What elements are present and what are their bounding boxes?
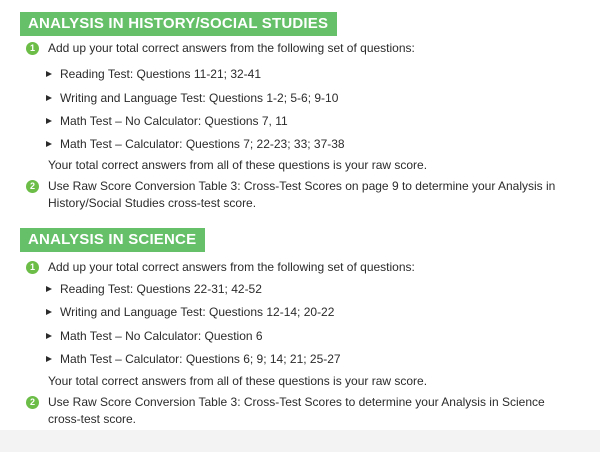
bullet-triangle-icon — [46, 286, 52, 292]
science-bullet-math-calc: Math Test – Calculator: Questions 6; 9; 14; 21; 25-27 — [46, 351, 341, 368]
step-number-1-icon: 1 — [26, 42, 39, 55]
science-section-header: ANALYSIS IN SCIENCE — [20, 228, 205, 252]
page-footer-band — [0, 430, 600, 452]
history-step-1-text: Add up your total correct answers from the following set of questions: — [48, 41, 415, 55]
history-bullet-math-no-calc: Math Test – No Calculator: Questions 7, 11 — [46, 113, 288, 130]
step-number-2-icon: 2 — [26, 396, 39, 409]
history-step-2-text: Use Raw Score Conversion Table 3: Cross-Test Scores on page 9 to determine your Analysis in History/Social Studies cross-test score. — [48, 179, 556, 210]
bullet-triangle-icon — [46, 309, 52, 315]
history-bullet-reading: Reading Test: Questions 11-21; 32-41 — [46, 66, 261, 83]
science-raw-score-note: Your total correct answers from all of these questions is your raw score. — [48, 374, 428, 388]
bullet-triangle-icon — [46, 118, 52, 124]
history-section-header: ANALYSIS IN HISTORY/SOCIAL STUDIES — [20, 12, 337, 36]
bullet-triangle-icon — [46, 356, 52, 362]
history-raw-score-note: Your total correct answers from all of these questions is your raw score. — [48, 158, 428, 172]
science-bullet-reading: Reading Test: Questions 22-31; 42-52 — [46, 281, 262, 298]
bullet-triangle-icon — [46, 71, 52, 77]
step-number-2-icon: 2 — [26, 180, 39, 193]
bullet-triangle-icon — [46, 333, 52, 339]
science-step-1-text: Add up your total correct answers from the following set of questions: — [48, 260, 415, 274]
science-bullet-writing: Writing and Language Test: Questions 12-14; 20-22 — [46, 304, 334, 321]
bullet-triangle-icon — [46, 95, 52, 101]
science-step-2-text: Use Raw Score Conversion Table 3: Cross-Test Scores to determine your Analysis in Science cross-test score. — [48, 395, 545, 426]
science-bullet-math-no-calc: Math Test – No Calculator: Question 6 — [46, 328, 263, 345]
history-bullet-writing: Writing and Language Test: Questions 1-2; 5-6; 9-10 — [46, 90, 338, 107]
bullet-triangle-icon — [46, 141, 52, 147]
step-number-1-icon: 1 — [26, 261, 39, 274]
history-bullet-math-calc: Math Test – Calculator: Questions 7; 22-23; 33; 37-38 — [46, 136, 345, 153]
